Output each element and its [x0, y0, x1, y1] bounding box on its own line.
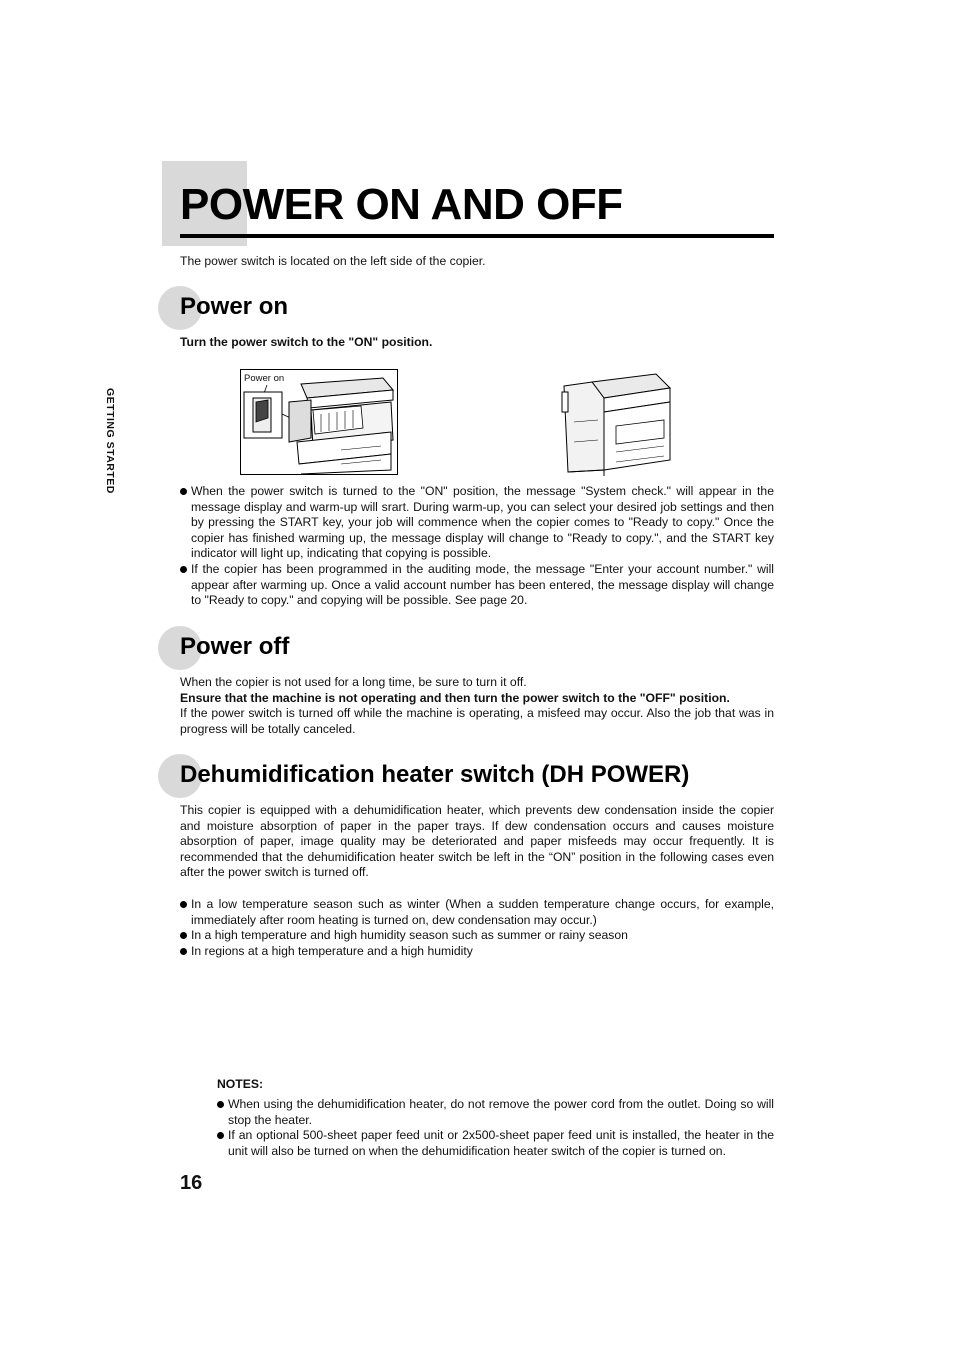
side-tab-label: GETTING STARTED: [104, 388, 116, 494]
notes-bullet-list: [217, 1097, 774, 1159]
list-item: If an optional 500-sheet paper feed unit or 2x500-sheet paper feed unit is installed, the heater in the unit will also be turned on when the dehumidification heater switch of the copier is turned on.: [217, 1128, 774, 1159]
list-item: In regions at a high temperature and a high humidity: [180, 944, 774, 960]
power-on-instruction: Turn the power switch to the "ON" position.: [180, 335, 433, 349]
power-switch-figure: [240, 369, 398, 475]
heading-power-on: Power on: [180, 293, 289, 320]
power-off-line-1: When the copier is not used for a long time, be sure to turn it off.: [180, 675, 527, 689]
page-number: 16: [180, 1172, 203, 1194]
dh-power-paragraph: This copier is equipped with a dehumidification heater, which prevents dew condensation inside the copier and moisture absorption of paper in the paper trays. If dew condensation occurs and causes moisture absorption of paper, image quality may be deteriorated and paper misfeeds may occur frequently. It is recommended that the dehumidification heater switch be left in the “ON” position in the following cases even after the power switch is turned off.: [180, 803, 774, 880]
power-off-text: [180, 675, 774, 737]
title-rule: [180, 234, 774, 238]
heading-dh-power: Dehumidification heater switch (DH POWER): [180, 761, 690, 788]
heading-power-off: Power off: [180, 633, 290, 660]
notes-heading: NOTES:: [217, 1077, 264, 1091]
copier-with-switch-illustration: [241, 370, 397, 474]
figure-label: Power on: [244, 373, 285, 384]
copier-illustration: [560, 372, 674, 476]
page-title: POWER ON AND OFF: [180, 180, 623, 229]
power-on-bullet-list: [180, 484, 774, 609]
dh-power-bullet-list: [180, 897, 774, 959]
list-item: If the copier has been programmed in the auditing mode, the message "Enter your account number." will appear after warming up. Once a valid account number has been entered, the message display will change to "Ready to copy." and copying will be possible. See page 20.: [180, 562, 774, 609]
list-item: In a low temperature season such as winter (When a sudden temperature change occurs, for example, immediately after room heating is turned on, dew condensation may occur.): [180, 897, 774, 928]
power-off-line-3: If the power switch is turned off while the machine is operating, a misfeed may occur. Also the job that was in progress will be totally canceled.: [180, 706, 774, 736]
power-off-warning: Ensure that the machine is not operating and then turn the power switch to the "OFF" position.: [180, 690, 730, 705]
list-item: When the power switch is turned to the "ON" position, the message "System check." will appear in the message display and warm-up will srart. During warm-up, you can select your desired job settings and then by pressing the START key, your job will commence when the copier comes to "Ready to copy." Once the copier has finished warming up, the message display will change to "Ready to copy.", and the START key indicator will light up, indicating that copying is possible.: [180, 484, 774, 562]
intro-text: The power switch is located on the left side of the copier.: [180, 254, 486, 268]
list-item: When using the dehumidification heater, do not remove the power cord from the outlet. Doing so will stop the heater.: [217, 1097, 774, 1128]
list-item: In a high temperature and high humidity season such as summer or rainy season: [180, 928, 774, 944]
